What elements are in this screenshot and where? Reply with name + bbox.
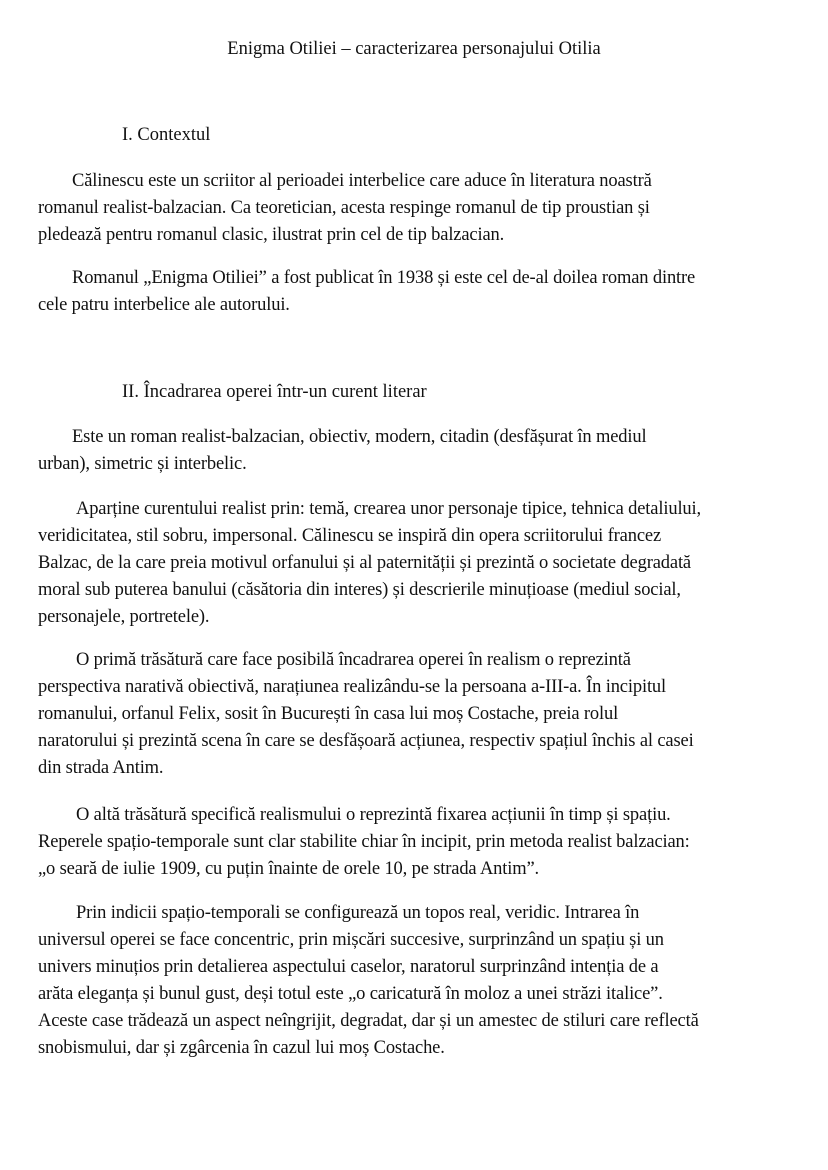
text-line: romanul realist-balzacian. Ca teoretician, acesta respinge romanul de tip proustian și bbox=[38, 198, 650, 218]
paragraph bbox=[38, 802, 828, 883]
text-line: cele patru interbelice ale autorului. bbox=[38, 295, 290, 315]
text-line: „o seară de iulie 1909, cu puțin înainte de orele 10, pe strada Antim”. bbox=[38, 859, 540, 879]
text-line: Călinescu este un scriitor al perioadei interbelice care aduce în literatura noastră bbox=[72, 171, 652, 191]
paragraph bbox=[38, 265, 828, 319]
paragraph bbox=[38, 496, 828, 631]
text-line: din strada Antim. bbox=[38, 758, 164, 778]
text-line: Aparține curentului realist prin: temă, crearea unor personaje tipice, tehnica detaliului, bbox=[76, 499, 701, 519]
text-line: universul operei se face concentric, prin mișcări succesive, surprinzând un spațiu și un bbox=[38, 930, 664, 950]
text-line: urban), simetric și interbelic. bbox=[38, 454, 247, 474]
paragraph bbox=[38, 900, 828, 1062]
text-line: perspectiva narativă obiectivă, narațiunea realizându-se la persoana a-III-a. În incipitul bbox=[38, 677, 667, 697]
text-line: moral sub puterea banului (căsătoria din interes) și descrierile minuțioase (mediul social, bbox=[38, 580, 681, 600]
text-line: Romanul „Enigma Otiliei” a fost publicat în 1938 și este cel de-al doilea roman dintre bbox=[72, 268, 696, 288]
text-line: pledează pentru romanul clasic, ilustrat prin cel de tip balzacian. bbox=[38, 225, 505, 245]
paragraph bbox=[38, 168, 828, 249]
text-line: Reperele spațio-temporale sunt clar stabilite chiar în incipit, prin metoda realist balzacian: bbox=[38, 832, 690, 852]
text-line: veridicitatea, stil sobru, impersonal. Călinescu se inspiră din opera scriitorului francez bbox=[38, 526, 662, 546]
document-title: Enigma Otiliei – caracterizarea personajului Otilia bbox=[227, 39, 601, 59]
text-line: O altă trăsătură specifică realismului o reprezintă fixarea acțiunii în timp și spațiu. bbox=[76, 805, 671, 825]
text-line: O primă trăsătură care face posibilă încadrarea operei în realism o reprezintă bbox=[76, 650, 631, 670]
text-line: Balzac, de la care preia motivul orfanului și al paternității și prezintă o societate degradată bbox=[38, 553, 691, 573]
text-line: naratorului și prezintă scena în care se desfășoară acțiunea, respectiv spațiul închis al casei bbox=[38, 731, 694, 751]
text-line: univers minuțios prin detalierea aspectului caselor, naratorul surprinzând intenția de a bbox=[38, 957, 659, 977]
section-heading-literary-current: II. Încadrarea operei într-un curent literar bbox=[122, 382, 427, 402]
text-line: personajele, portretele). bbox=[38, 607, 210, 627]
text-line: Aceste case trădează un aspect neîngrijit, degradat, dar și un amestec de stiluri care reflectă bbox=[38, 1011, 699, 1031]
text-line: arăta eleganța și bunul gust, deși totul este „o caricatură în moloz a unei străzi italice”. bbox=[38, 984, 663, 1004]
text-line: Prin indicii spațio-temporali se configurează un topos real, veridic. Intrarea în bbox=[76, 903, 640, 923]
text-line: snobismului, dar și zgârcenia în cazul lui moș Costache. bbox=[38, 1038, 445, 1058]
paragraph bbox=[38, 647, 828, 782]
text-line: Este un roman realist-balzacian, obiectiv, modern, citadin (desfășurat în mediul bbox=[72, 427, 647, 447]
paragraph bbox=[38, 424, 828, 478]
text-line: romanului, orfanul Felix, sosit în București în casa lui moș Costache, preia rolul bbox=[38, 704, 619, 724]
section-heading-context: I. Contextul bbox=[122, 125, 211, 145]
